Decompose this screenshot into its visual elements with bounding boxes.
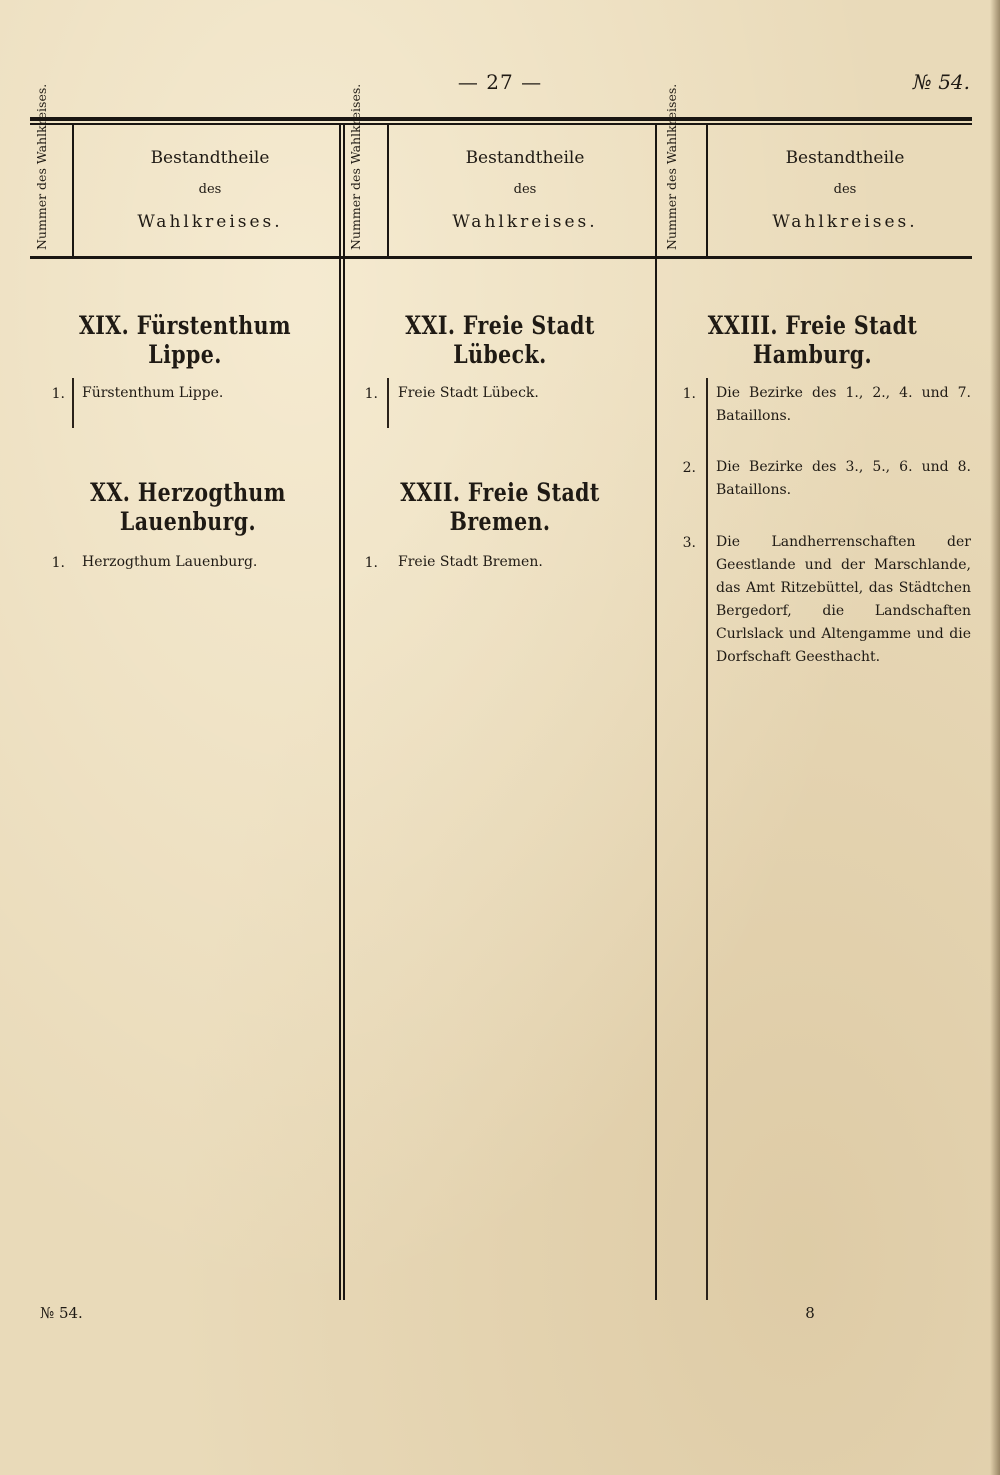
entry-text: Die Bezirke des 3., 5., 6. und 8. Bataillons. — [716, 459, 971, 498]
divider-col2-col3 — [655, 124, 657, 1300]
entry-text: Herzogthum Lauenburg. — [82, 554, 258, 570]
page-number: — 27 — — [457, 70, 543, 94]
footer-issue-number: № 54. — [40, 1304, 83, 1322]
entry-text: Die Landherrenschaften der Geestlande und der Marschlande, das Amt Ritzebüttel, das Städtchen Bergedorf, die Landschaften Curlslack und Altengamme und die Dorfschaft Geesthacht. — [716, 534, 971, 665]
col3-number-label: Nummer des Wahlkreises. — [664, 83, 679, 250]
entry-number: 1. — [51, 386, 65, 402]
entry-number: 2. — [682, 460, 696, 476]
entry-number: 3. — [682, 535, 696, 551]
running-head — [0, 70, 1000, 100]
header-bottom-rule — [30, 256, 972, 259]
entry-divider — [387, 378, 389, 428]
section-title-xxi: XXI. Freie Stadt Lübeck. — [405, 311, 595, 369]
section-title-xx: XX. Herzogthum Lauenburg. — [90, 478, 286, 536]
section-title-xix: XIX. Fürstenthum Lippe. — [78, 311, 292, 369]
entry-text: Die Bezirke des 1., 2., 4. und 7. Bataillons. — [716, 385, 971, 424]
col3-parts-header: Bestandtheile des Wahlkreises. — [772, 148, 918, 232]
divider-col1-col2b — [343, 124, 345, 1300]
col3-number-rule — [706, 378, 708, 1300]
entry-text: Freie Stadt Bremen. — [398, 554, 543, 570]
col1-number-label: Nummer des Wahlkreises. — [34, 83, 49, 250]
entry-number: 1. — [364, 386, 378, 402]
entry-divider — [72, 378, 74, 428]
header-top-rule-thick — [30, 117, 972, 121]
col2-number-label: Nummer des Wahlkreises. — [348, 83, 363, 250]
page-edge-shadow — [990, 0, 1000, 1475]
col1-parts-header: Bestandtheile des Wahlkreises. — [137, 148, 283, 232]
entry-text: Freie Stadt Lübeck. — [398, 385, 539, 401]
divider-col1-col2 — [339, 124, 341, 1300]
divider-col2-num — [387, 124, 389, 257]
issue-number: № 54. — [912, 70, 970, 94]
entry-text: Fürstenthum Lippe. — [82, 385, 224, 401]
section-title-xxiii: XXIII. Freie Stadt Hamburg. — [707, 311, 918, 369]
entry-number: 1. — [682, 386, 696, 402]
header-top-rule-thin — [30, 123, 972, 125]
section-title-xxii: XXII. Freie Stadt Bremen. — [400, 478, 600, 536]
col2-parts-header: Bestandtheile des Wahlkreises. — [452, 148, 598, 232]
divider-col3-num — [706, 124, 708, 257]
footer-signature: 8 — [805, 1304, 815, 1322]
divider-col1-num — [72, 124, 74, 257]
entry-number: 1. — [364, 555, 378, 571]
entry-number: 1. — [51, 555, 65, 571]
